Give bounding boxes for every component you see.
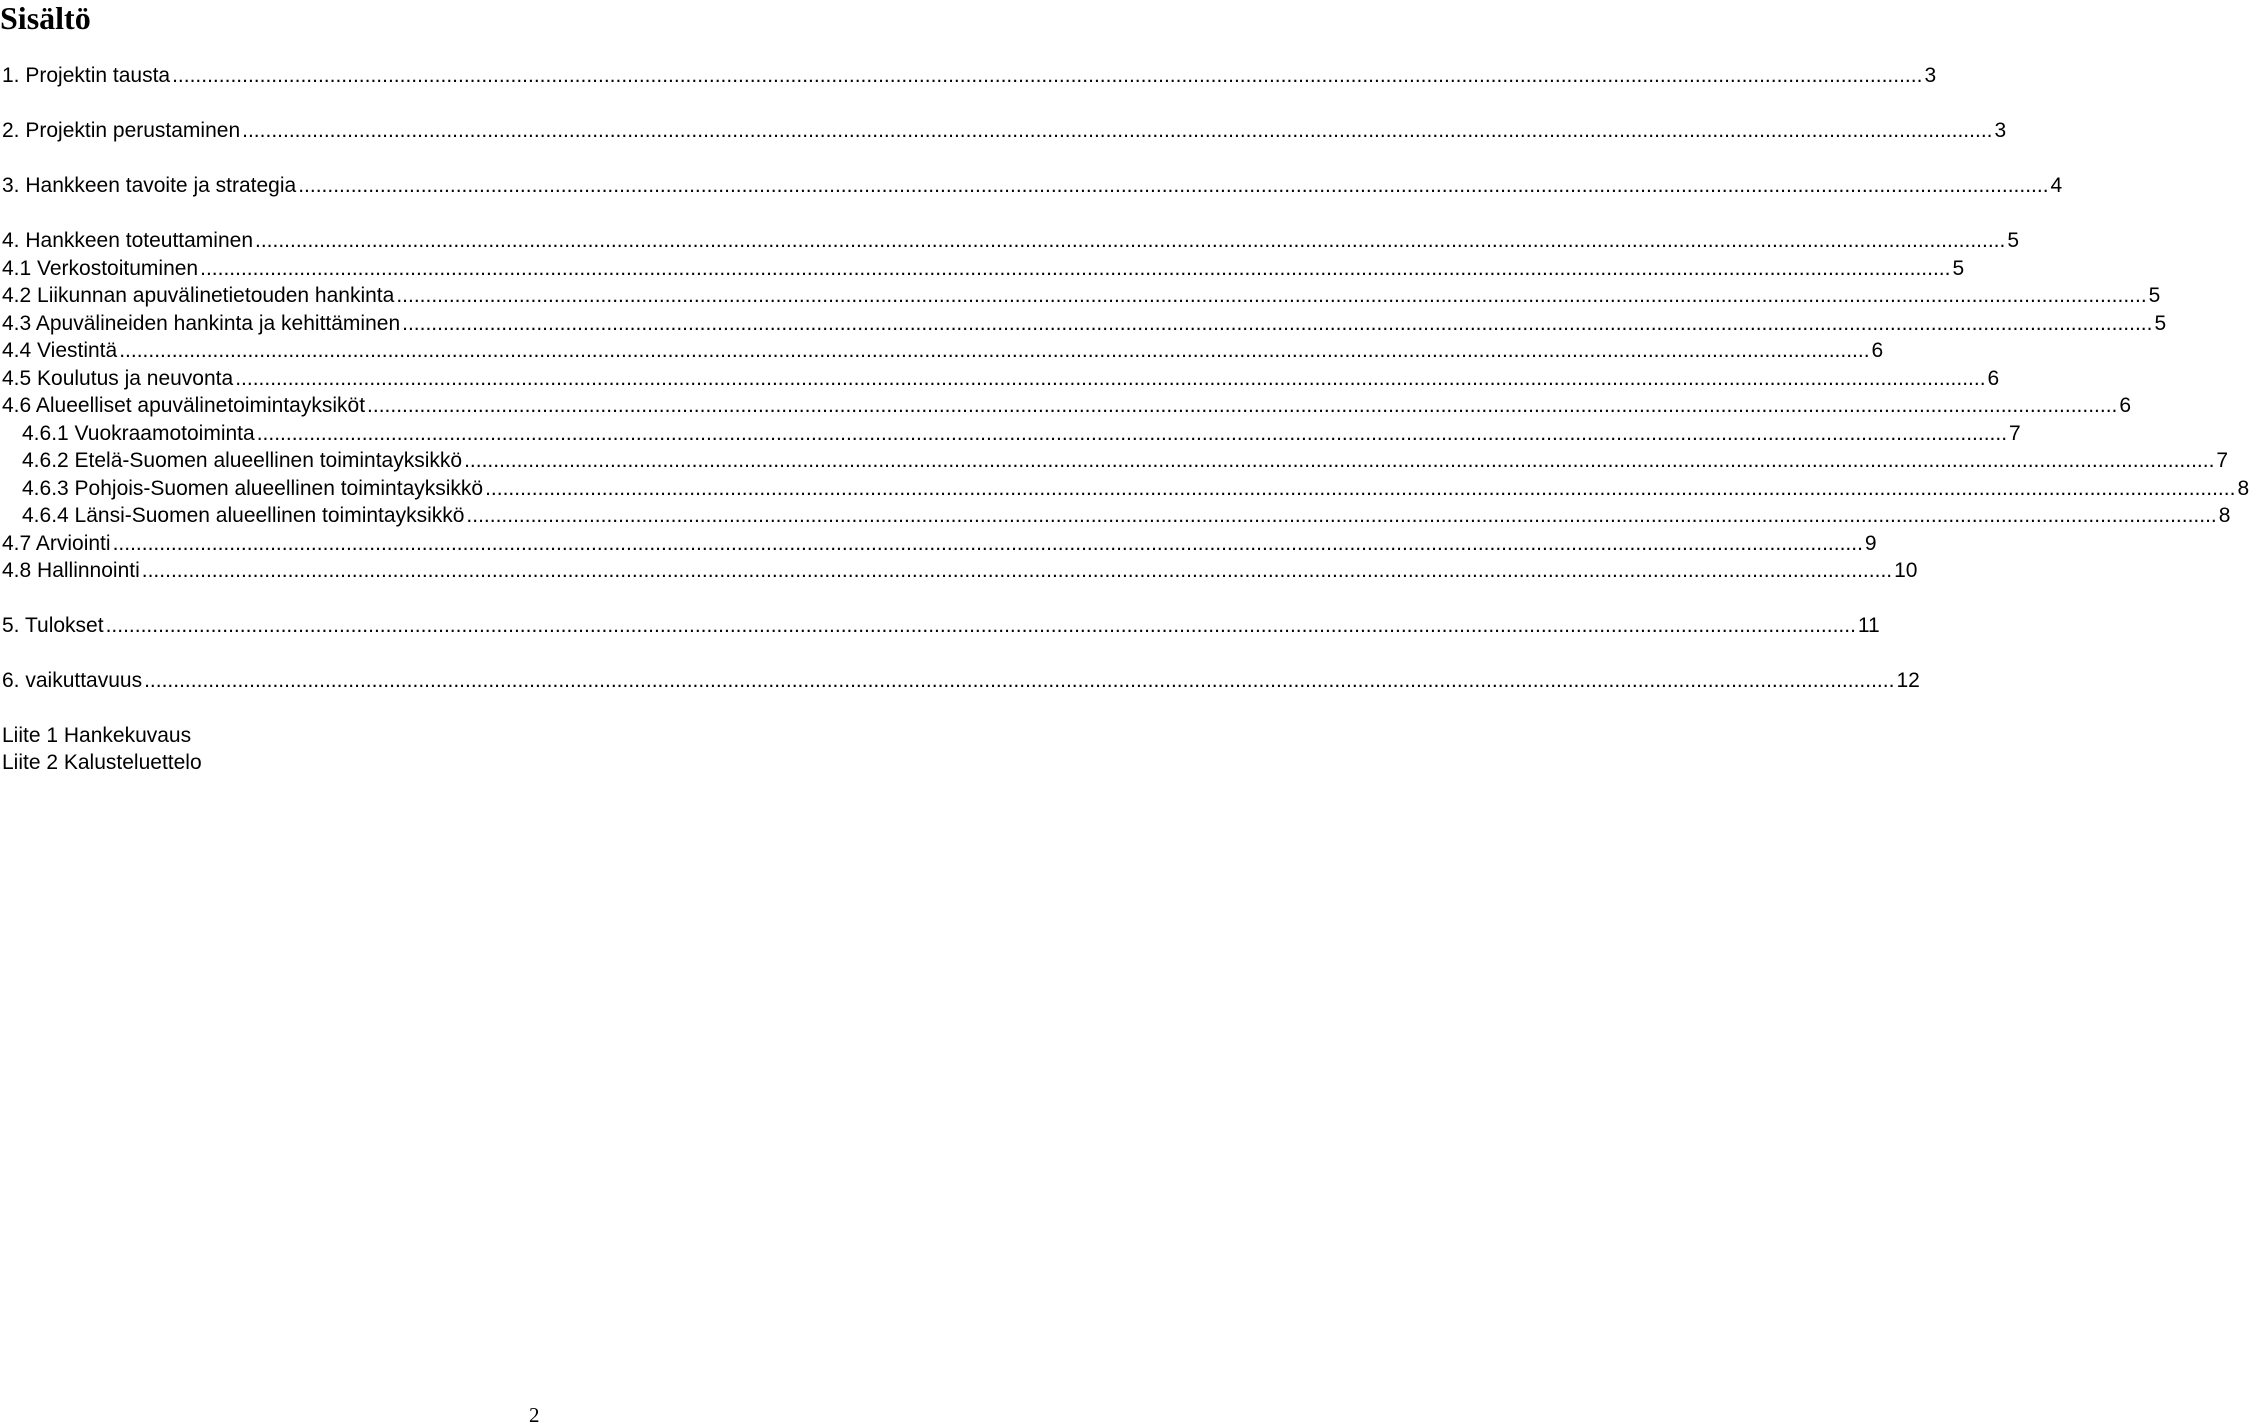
toc-entry[interactable] <box>2 256 1965 282</box>
toc-entry[interactable] <box>2 668 1920 694</box>
toc-entry[interactable] <box>2 228 2020 254</box>
toc-dot-leader: ............................................................................................................................................................................................................................................................................................................ <box>200 257 1951 280</box>
toc-dot-leader: ............................................................................................................................................................................................................................................................................................................ <box>105 614 1856 637</box>
toc-dot-leader: ............................................................................................................................................................................................................................................................................................................ <box>112 532 1863 555</box>
toc-entry-label: 5. Tulokset <box>2 614 104 637</box>
toc-entry-page: 6 <box>1987 367 2000 390</box>
appendix-item: Liite 1 Hankekuvaus <box>2 724 192 747</box>
toc-entry-page: 5 <box>1952 257 1965 280</box>
toc-entry-page: 7 <box>2216 449 2229 472</box>
toc-entry[interactable] <box>2 118 2007 144</box>
toc-entry[interactable] <box>2 393 2132 419</box>
toc-entry[interactable] <box>22 448 2229 474</box>
toc-entry-label: 4. Hankkeen toteuttaminen <box>2 229 253 252</box>
toc-dot-leader: ............................................................................................................................................................................................................................................................................................................ <box>396 284 2147 307</box>
toc-entry-page: 8 <box>2237 477 2249 500</box>
toc-entry[interactable] <box>22 421 2021 447</box>
toc-entry-page: 4 <box>2050 174 2063 197</box>
toc-entry[interactable] <box>2 366 2000 392</box>
toc-entry[interactable] <box>2 63 1937 89</box>
toc-entry[interactable] <box>2 613 1880 639</box>
toc-dot-leader: ............................................................................................................................................................................................................................................................................................................ <box>141 559 1893 582</box>
appendix-item: Liite 2 Kalusteluettelo <box>2 751 202 774</box>
page-number: 2 <box>529 1403 540 1427</box>
toc-entry-page: 10 <box>1894 559 1918 582</box>
toc-entry-label: 3. Hankkeen tavoite ja strategia <box>2 174 297 197</box>
toc-dot-leader: ............................................................................................................................................................................................................................................................................................................ <box>242 119 1993 142</box>
toc-dot-leader: ............................................................................................................................................................................................................................................................................................................ <box>255 229 2006 252</box>
toc-entry-label: 4.8 Hallinnointi <box>2 559 140 582</box>
toc-entry-page: 8 <box>2218 504 2231 527</box>
toc-entry-page: 3 <box>1994 119 2007 142</box>
toc-entry-label: 4.6.1 Vuokraamotoiminta <box>22 422 255 445</box>
toc-dot-leader: ............................................................................................................................................................................................................................................................................................................ <box>298 174 2049 197</box>
toc-dot-leader: ............................................................................................................................................................................................................................................................................................................ <box>235 367 1986 390</box>
toc-entry-page: 5 <box>2148 284 2161 307</box>
toc-entry[interactable] <box>2 311 2167 337</box>
toc-dot-leader: ............................................................................................................................................................................................................................................................................................................ <box>402 312 2153 335</box>
toc-dot-leader: ............................................................................................................................................................................................................................................................................................................ <box>464 449 2215 472</box>
toc-entry-label: 4.6 Alueelliset apuvälinetoimintayksiköt <box>2 394 366 417</box>
toc-entry-page: 6 <box>2119 394 2132 417</box>
toc-entry-label: 6. vaikuttavuus <box>2 669 143 692</box>
toc-entry-page: 7 <box>2009 422 2021 445</box>
toc-entry-label: 4.1 Verkostoituminen <box>2 257 199 280</box>
toc-entry-label: 4.6.2 Etelä-Suomen alueellinen toimintayksikkö <box>22 449 463 472</box>
toc-entry-label: 4.7 Arviointi <box>2 532 111 555</box>
toc-entry-label: 4.6.3 Pohjois-Suomen alueellinen toimintayksikkö <box>22 477 484 500</box>
page-title: Sisältö <box>0 0 91 36</box>
toc-dot-leader: ............................................................................................................................................................................................................................................................................................................ <box>367 394 2118 417</box>
toc-entry-page: 9 <box>1864 532 1877 555</box>
toc-entry[interactable] <box>2 283 2161 309</box>
toc-dot-leader: ............................................................................................................................................................................................................................................................................................................ <box>256 422 2008 445</box>
toc-entry[interactable] <box>2 173 2063 199</box>
toc-dot-leader: ............................................................................................................................................................................................................................................................................................................ <box>466 504 2217 527</box>
toc-entry-label: 4.3 Apuvälineiden hankinta ja kehittäminen <box>2 312 401 335</box>
toc-entry-page: 3 <box>1924 64 1937 87</box>
toc-entry[interactable] <box>2 338 1884 364</box>
toc-entry[interactable] <box>2 531 1877 557</box>
toc-dot-leader: ............................................................................................................................................................................................................................................................................................................ <box>485 477 2236 500</box>
toc-dot-leader: ............................................................................................................................................................................................................................................................................................................ <box>119 339 1870 362</box>
toc-entry[interactable] <box>22 476 2249 502</box>
toc-entry-page: 12 <box>1896 669 1920 692</box>
toc-dot-leader: ............................................................................................................................................................................................................................................................................................................ <box>172 64 1923 87</box>
toc-entry-page: 5 <box>2154 312 2167 335</box>
toc-entry-label: 1. Projektin tausta <box>2 64 171 87</box>
toc-entry-label: 2. Projektin perustaminen <box>2 119 241 142</box>
toc-entry-label: 4.4 Viestintä <box>2 339 118 362</box>
toc-entry-page: 5 <box>2007 229 2020 252</box>
toc-dot-leader: ............................................................................................................................................................................................................................................................................................................ <box>144 669 1895 692</box>
toc-entry[interactable] <box>22 503 2231 529</box>
toc-entry-page: 11 <box>1857 614 1880 637</box>
toc-entry-label: 4.5 Koulutus ja neuvonta <box>2 367 234 390</box>
toc-entry[interactable] <box>2 558 1918 584</box>
toc-entry-label: 4.6.4 Länsi-Suomen alueellinen toimintayksikkö <box>22 504 465 527</box>
toc-entry-page: 6 <box>1871 339 1884 362</box>
toc-entry-label: 4.2 Liikunnan apuvälinetietouden hankinta <box>2 284 395 307</box>
